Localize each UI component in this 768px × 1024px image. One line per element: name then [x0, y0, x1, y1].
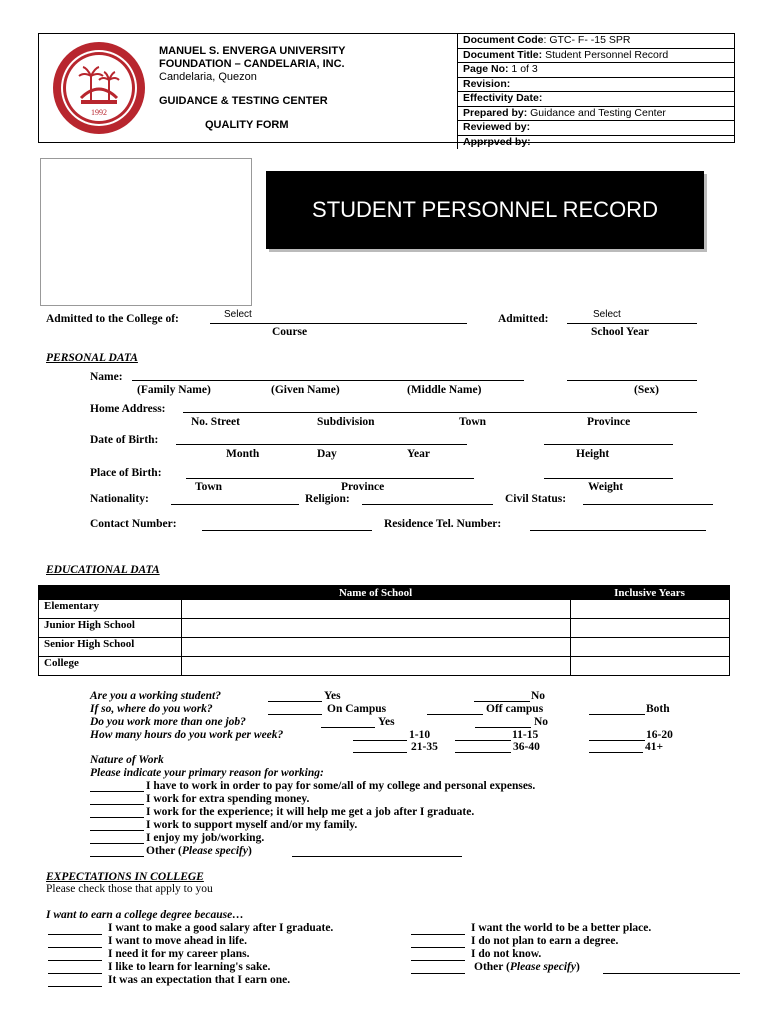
admitted-college-label: Admitted to the College of: [46, 313, 179, 325]
working-no-blank[interactable] [474, 701, 530, 702]
province-caption: Province [587, 416, 631, 428]
on-campus-blank[interactable] [268, 714, 322, 715]
org-name-line1: MANUEL S. ENVERGA UNIVERSITY [159, 45, 346, 57]
school-year-caption: School Year [591, 326, 650, 338]
school-column-header: Name of School [181, 586, 570, 600]
working-no-label: No [531, 690, 546, 702]
expectation-option: I like to learn for learning's sake. [108, 961, 271, 973]
hours-36-40-label: 36-40 [513, 741, 540, 753]
hours-41-plus-blank[interactable] [589, 752, 643, 753]
home-address-field-line[interactable] [183, 412, 697, 413]
place-of-birth-label: Place of Birth: [90, 467, 162, 479]
years-cell[interactable] [570, 638, 730, 657]
expectation-blank[interactable] [411, 947, 465, 948]
reason-blank[interactable] [90, 817, 144, 818]
school-cell[interactable] [181, 657, 570, 676]
contact-number-label: Contact Number: [90, 518, 177, 530]
reason-prompt: Please indicate your primary reason for working: [90, 767, 324, 779]
expectation-option: I want the world to be a better place. [471, 922, 652, 934]
date-of-birth-field-line[interactable] [176, 444, 467, 445]
expectation-other-blank[interactable] [411, 973, 465, 974]
years-cell[interactable] [570, 657, 730, 676]
reason-option: I have to work in order to pay for some/all of my college and personal expenses. [146, 780, 536, 792]
prepared-by-row: Prepared by: Guidance and Testing Center [458, 107, 735, 122]
street-caption: No. Street [191, 416, 240, 428]
religion-label: Religion: [305, 493, 350, 505]
height-caption: Height [576, 448, 610, 460]
approved-by-row: Apprpved by: [463, 135, 531, 148]
expectation-blank[interactable] [48, 986, 102, 987]
hours-16-20-label: 16-20 [646, 729, 673, 741]
expectation-blank[interactable] [48, 960, 102, 961]
course-caption: Course [272, 326, 308, 338]
civil-status-field-line[interactable] [583, 504, 713, 505]
expectation-option: I want to make a good salary after I graduate. [108, 922, 334, 934]
revision-row: Revision: [458, 78, 735, 93]
level-cell: College [39, 657, 182, 676]
department-name: GUIDANCE & TESTING CENTER [159, 95, 328, 107]
work-location-question: If so, where do you work? [90, 703, 213, 715]
reason-other-blank[interactable] [90, 856, 144, 857]
level-column-header [39, 586, 182, 600]
multiple-jobs-no-label: No [534, 716, 549, 728]
education-table [38, 585, 730, 676]
family-name-caption: (Family Name) [137, 384, 211, 396]
photo-placeholder-box[interactable] [40, 158, 252, 306]
working-student-question: Are you a working student? [90, 690, 221, 702]
contact-number-field-line[interactable] [202, 530, 372, 531]
school-year-select[interactable]: Select [593, 309, 621, 320]
reason-other-label: Other (Please specify) [146, 845, 252, 857]
town-caption: Town [459, 416, 487, 428]
level-cell: Senior High School [39, 638, 182, 657]
expectation-blank[interactable] [48, 973, 102, 974]
school-cell[interactable] [181, 638, 570, 657]
religion-field-line[interactable] [362, 504, 493, 505]
expectations-instruction: Please check those that apply to you [46, 883, 213, 895]
table-row [39, 657, 730, 676]
expectation-option: It was an expectation that I earn one. [108, 974, 291, 986]
table-row [39, 600, 730, 619]
expectation-other-label: Other (Please specify) [474, 961, 580, 973]
reason-option: I enjoy my job/working. [146, 832, 265, 844]
reason-blank[interactable] [90, 791, 144, 792]
sex-caption: (Sex) [634, 384, 659, 396]
middle-name-caption: (Middle Name) [407, 384, 482, 396]
expectations-heading: EXPECTATIONS IN COLLEGE [46, 871, 204, 883]
month-caption: Month [226, 448, 260, 460]
year-caption: Year [407, 448, 430, 460]
hours-16-20-blank[interactable] [589, 740, 645, 741]
hours-11-15-label: 11-15 [512, 729, 539, 741]
nationality-field-line[interactable] [171, 504, 299, 505]
reason-blank[interactable] [90, 804, 144, 805]
hours-per-week-question: How many hours do you work per week? [90, 729, 284, 741]
org-name-line2: FOUNDATION – CANDELARIA, INC. [159, 58, 345, 70]
name-field-line[interactable] [132, 380, 524, 381]
school-year-field-line[interactable] [567, 323, 697, 324]
education-table-header [39, 586, 730, 600]
reason-other-specify-line[interactable] [292, 856, 462, 857]
multiple-jobs-yes-label: Yes [378, 716, 395, 728]
doc-code-row: Document Code: GTC- F- -15 SPR [458, 34, 735, 49]
expectation-blank[interactable] [48, 934, 102, 935]
college-field-line[interactable] [210, 323, 467, 324]
reviewed-by-row: Reviewed by: [458, 121, 735, 136]
personal-data-heading: PERSONAL DATA [46, 352, 138, 364]
day-caption: Day [317, 448, 337, 460]
place-of-birth-field-line[interactable] [186, 478, 474, 479]
given-name-caption: (Given Name) [271, 384, 340, 396]
off-campus-blank[interactable] [427, 714, 483, 715]
school-cell[interactable] [181, 600, 570, 619]
sex-field-line[interactable] [567, 380, 697, 381]
civil-status-label: Civil Status: [505, 493, 567, 505]
reason-blank[interactable] [90, 843, 144, 844]
svg-text:1992: 1992 [91, 108, 107, 117]
hours-41-plus-label: 41+ [645, 741, 664, 753]
document-header [38, 33, 735, 148]
multiple-jobs-no-blank[interactable] [475, 727, 531, 728]
height-field-line[interactable] [544, 444, 673, 445]
expectation-other-specify-line[interactable] [603, 973, 740, 974]
document-control-table [457, 34, 735, 149]
name-label: Name: [90, 371, 123, 383]
hours-36-40-blank[interactable] [455, 752, 511, 753]
years-column-header: Inclusive Years [570, 586, 730, 600]
subdivision-caption: Subdivision [317, 416, 375, 428]
nature-of-work-heading: Nature of Work [90, 754, 164, 766]
off-campus-label: Off campus [486, 703, 544, 715]
multiple-jobs-yes-blank[interactable] [321, 727, 375, 728]
page-no-row: Page No: 1 of 3 [458, 63, 735, 78]
working-yes-label: Yes [324, 690, 341, 702]
level-cell: Elementary [39, 600, 182, 619]
years-cell[interactable] [570, 600, 730, 619]
reason-option: I work to support myself and/or my family. [146, 819, 358, 831]
degree-prompt: I want to earn a college degree because… [46, 909, 244, 921]
both-blank[interactable] [589, 714, 645, 715]
both-label: Both [646, 703, 670, 715]
school-cell[interactable] [181, 619, 570, 638]
form-title: STUDENT PERSONNEL RECORD [266, 171, 704, 249]
effectivity-row: Effectivity Date: [458, 92, 735, 107]
college-select[interactable]: Select [224, 309, 252, 320]
org-location: Candelaria, Quezon [159, 71, 257, 83]
reason-blank[interactable] [90, 830, 144, 831]
hours-1-10-blank[interactable] [353, 740, 407, 741]
hours-21-35-blank[interactable] [353, 752, 407, 753]
hours-21-35-label: 21-35 [411, 741, 438, 753]
expectation-blank[interactable] [411, 960, 465, 961]
home-address-label: Home Address: [90, 403, 166, 415]
multiple-jobs-question: Do you work more than one job? [90, 716, 246, 728]
on-campus-label: On Campus [327, 703, 387, 715]
expectation-option: I do not know. [471, 948, 542, 960]
expectation-blank[interactable] [411, 934, 465, 935]
doc-title-row: Document Title: Student Personnel Record [458, 49, 735, 64]
hours-11-15-blank[interactable] [455, 740, 511, 741]
pob-town-caption: Town [195, 481, 223, 493]
level-cell: Junior High School [39, 619, 182, 638]
residence-tel-field-line[interactable] [530, 530, 706, 531]
years-cell[interactable] [570, 619, 730, 638]
table-row [39, 638, 730, 657]
nationality-label: Nationality: [90, 493, 149, 505]
pob-province-caption: Province [341, 481, 385, 493]
expectation-option: I want to move ahead in life. [108, 935, 247, 947]
expectation-option: I need it for my career plans. [108, 948, 250, 960]
table-row [39, 619, 730, 638]
expectation-blank[interactable] [48, 947, 102, 948]
educational-data-heading: EDUCATIONAL DATA [46, 564, 160, 576]
weight-caption: Weight [588, 481, 624, 493]
reason-option: I work for the experience; it will help me get a job after I graduate. [146, 806, 475, 818]
date-of-birth-label: Date of Birth: [90, 434, 159, 446]
working-yes-blank[interactable] [268, 701, 322, 702]
university-seal-logo [51, 40, 147, 136]
form-type: QUALITY FORM [205, 119, 289, 131]
hours-1-10-label: 1-10 [409, 729, 431, 741]
residence-tel-label: Residence Tel. Number: [384, 518, 502, 530]
expectation-option: I do not plan to earn a degree. [471, 935, 619, 947]
reason-option: I work for extra spending money. [146, 793, 310, 805]
admitted-label: Admitted: [498, 313, 549, 325]
weight-field-line[interactable] [544, 478, 673, 479]
